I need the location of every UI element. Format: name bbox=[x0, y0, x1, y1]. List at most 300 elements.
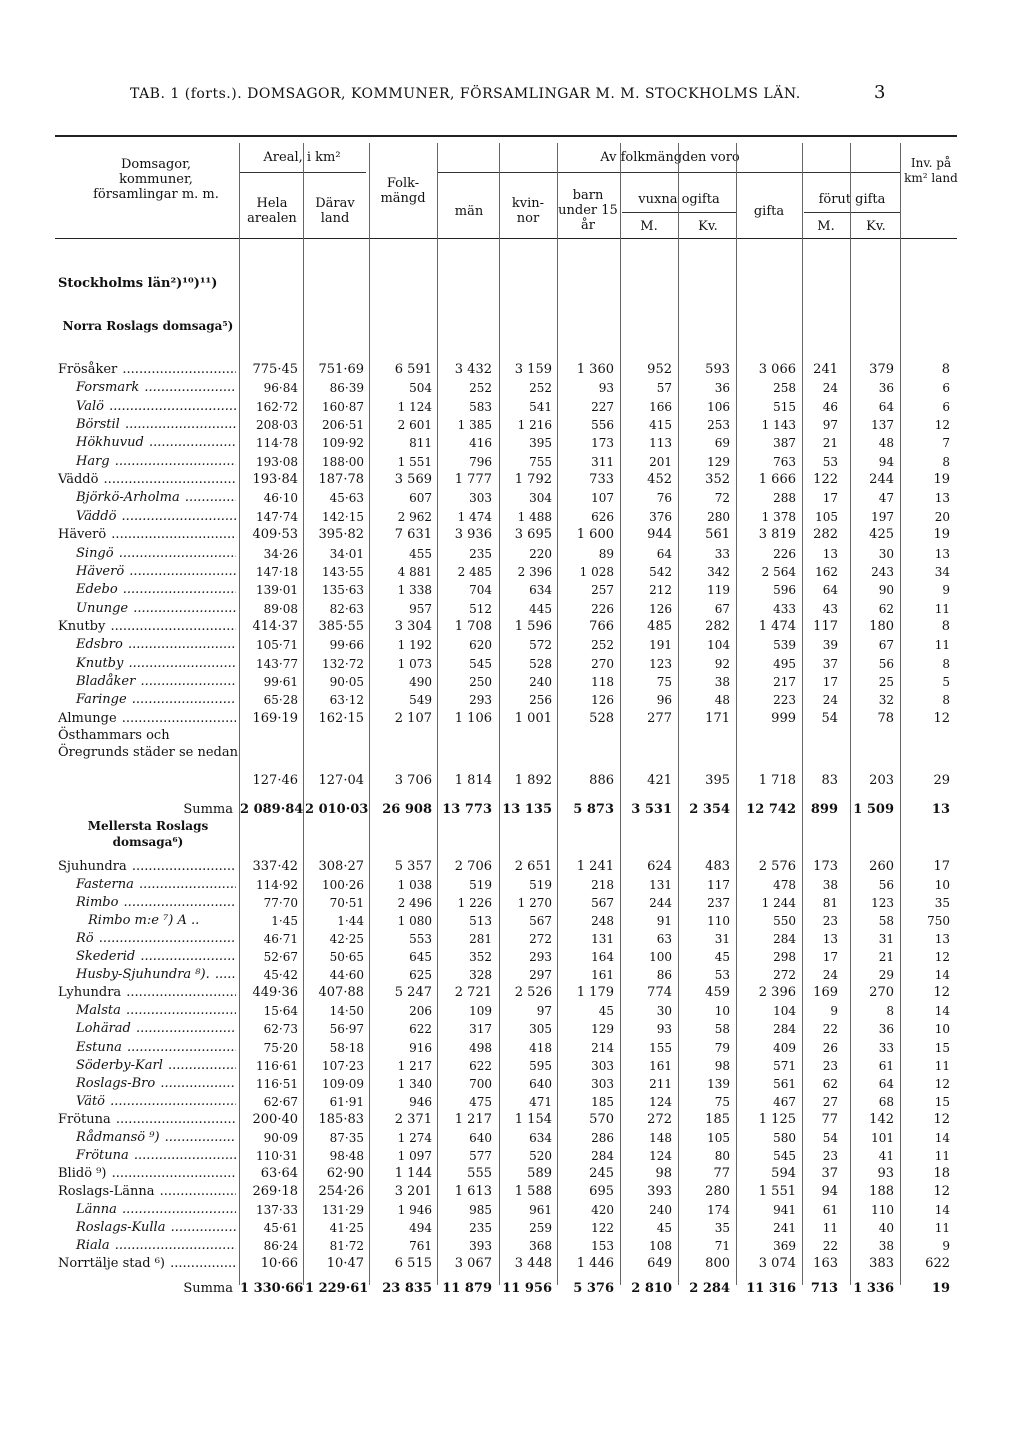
cell-value: 2 010·03 bbox=[305, 802, 369, 817]
cell-value: 114·78 bbox=[256, 436, 298, 451]
cell-value: 86·24 bbox=[263, 1239, 298, 1254]
cell-value: 109 bbox=[469, 1004, 492, 1019]
cell-value: 36 bbox=[878, 381, 894, 396]
cell-value: 337·42 bbox=[252, 859, 298, 874]
cell-value: 71 bbox=[714, 1239, 730, 1254]
cell-value: 185·83 bbox=[318, 1111, 364, 1127]
cell-value: 14 bbox=[934, 1202, 950, 1217]
cell-value: 43 bbox=[822, 601, 838, 616]
cell-value: 18 bbox=[933, 1165, 950, 1181]
cell-value: 1 073 bbox=[397, 656, 432, 671]
row-name-multiline: Östhammars och Öregrunds städer se nedan bbox=[58, 728, 238, 760]
cell-value: 11 956 bbox=[502, 1281, 552, 1297]
table-row bbox=[0, 1111, 1024, 1129]
cell-value: 62·73 bbox=[263, 1022, 298, 1037]
cell-value: 139 bbox=[707, 1076, 730, 1091]
cell-value: 106 bbox=[707, 399, 730, 414]
cell-value: 304 bbox=[529, 491, 552, 506]
row-name: Ununge ..... bbox=[58, 600, 236, 618]
cell-value: 10 bbox=[934, 1022, 950, 1037]
cell-value: 999 bbox=[771, 710, 796, 726]
cell-value: 305 bbox=[529, 1022, 552, 1037]
cell-value: 188 bbox=[869, 1183, 894, 1199]
cell-value: 379 bbox=[869, 362, 894, 377]
cell-value: 197 bbox=[871, 509, 894, 524]
cell-value: 94 bbox=[821, 1183, 838, 1199]
cell-value: 2 601 bbox=[397, 418, 432, 433]
cell-value: 561 bbox=[705, 527, 730, 543]
cell-value: 483 bbox=[705, 859, 730, 874]
cell-value: 123 bbox=[871, 896, 894, 911]
cell-value: 515 bbox=[773, 399, 796, 414]
forut-rule bbox=[804, 212, 900, 213]
cell-value: 624 bbox=[647, 859, 672, 874]
cell-value: 2 706 bbox=[454, 859, 492, 874]
cell-value: 8 bbox=[942, 656, 950, 671]
cell-value: 80 bbox=[714, 1148, 730, 1163]
cell-value: 123 bbox=[649, 656, 672, 671]
cell-value: 12 742 bbox=[746, 802, 796, 817]
cell-value: 64 bbox=[878, 399, 894, 414]
cell-value: 13 bbox=[934, 546, 950, 561]
group-title: Norra Roslags domsaga⁵) bbox=[62, 319, 234, 333]
cell-value: 645 bbox=[409, 950, 432, 965]
row-name: Skederid ..... bbox=[58, 948, 236, 966]
cell-value: 272 bbox=[529, 932, 552, 947]
cell-value: 92 bbox=[714, 656, 730, 671]
cell-value: 91 bbox=[656, 914, 672, 929]
cell-value: 98·48 bbox=[329, 1148, 364, 1163]
cell-value: 280 bbox=[707, 509, 730, 524]
cell-value: 2 089·84 bbox=[240, 802, 304, 817]
cell-value: 1 792 bbox=[514, 472, 552, 488]
cell-value: 48 bbox=[878, 436, 894, 451]
cell-value: 3 201 bbox=[394, 1183, 432, 1199]
cell-value: 1 217 bbox=[397, 1058, 432, 1073]
cell-value: 1 474 bbox=[457, 509, 492, 524]
cell-value: 459 bbox=[705, 985, 730, 1001]
cell-value: 640 bbox=[469, 1130, 492, 1145]
cell-value: 110·31 bbox=[256, 1148, 298, 1163]
cell-value: 445 bbox=[529, 601, 552, 616]
cell-value: 127·04 bbox=[318, 773, 364, 788]
cell-value: 1 080 bbox=[397, 914, 432, 929]
cell-value: 64 bbox=[878, 1076, 894, 1091]
cell-value: 256 bbox=[529, 693, 552, 708]
cell-value: 98 bbox=[714, 1058, 730, 1073]
cell-value: 393 bbox=[469, 1239, 492, 1254]
row-name: Norrtälje stad ⁶) ..... bbox=[58, 1255, 236, 1273]
cell-value: 640 bbox=[529, 1076, 552, 1091]
cell-value: 45 bbox=[598, 1004, 614, 1019]
cell-value: 1 038 bbox=[397, 878, 432, 893]
row-name: Almunge ..... bbox=[58, 710, 236, 728]
cell-value: 286 bbox=[591, 1130, 614, 1145]
cell-value: 961 bbox=[529, 1202, 552, 1217]
cell-value: 13 bbox=[822, 932, 838, 947]
cell-value: 24 bbox=[822, 381, 838, 396]
table-row bbox=[0, 1255, 1024, 1273]
cell-value: 607 bbox=[409, 491, 432, 506]
cell-value: 34·01 bbox=[329, 546, 364, 561]
cell-value: 173 bbox=[591, 436, 614, 451]
cell-value: 595 bbox=[529, 1058, 552, 1073]
cell-value: 985 bbox=[469, 1202, 492, 1217]
cell-value: 545 bbox=[469, 656, 492, 671]
cell-value: 110 bbox=[707, 914, 730, 929]
cell-value: 25 bbox=[878, 674, 894, 689]
table-row bbox=[0, 948, 1024, 966]
cell-value: 2 485 bbox=[457, 564, 492, 579]
row-name: Bladåker ..... bbox=[58, 673, 236, 691]
cell-value: 944 bbox=[647, 527, 672, 543]
table-row bbox=[0, 930, 1024, 948]
cell-value: 241 bbox=[773, 1221, 796, 1235]
col-header-vuxna-kv: Kv. bbox=[698, 219, 718, 234]
cell-value: 63 bbox=[656, 932, 672, 947]
cell-value: 634 bbox=[529, 1130, 552, 1145]
cell-value: 369 bbox=[773, 1239, 796, 1254]
cell-value: 155 bbox=[649, 1040, 672, 1055]
cell-value: 1 946 bbox=[397, 1202, 432, 1217]
cell-value: 61·91 bbox=[329, 1094, 364, 1109]
cell-value: 303 bbox=[591, 1058, 614, 1073]
cell-value: 1 596 bbox=[514, 618, 552, 634]
cell-value: 1 330·66 bbox=[240, 1281, 304, 1297]
cell-value: 297 bbox=[529, 968, 552, 983]
cell-value: 235 bbox=[469, 546, 492, 561]
cell-value: 3 074 bbox=[758, 1256, 796, 1272]
cell-value: 941 bbox=[773, 1202, 796, 1217]
cell-value: 117 bbox=[813, 618, 838, 634]
cell-value: 99·66 bbox=[329, 638, 364, 653]
cell-value: 570 bbox=[589, 1111, 614, 1127]
cell-value: 52·67 bbox=[263, 950, 298, 965]
cell-value: 10·47 bbox=[326, 1256, 364, 1272]
row-name: Riala ..... bbox=[58, 1237, 236, 1255]
table-row bbox=[0, 526, 1024, 544]
cell-value: 284 bbox=[773, 1022, 796, 1037]
cell-value: 62·67 bbox=[263, 1094, 298, 1109]
cell-value: 147·74 bbox=[256, 509, 298, 524]
cell-value: 284 bbox=[773, 932, 796, 947]
cell-value: 89·08 bbox=[263, 601, 298, 616]
cell-value: 281 bbox=[469, 932, 492, 947]
cell-value: 1 666 bbox=[758, 472, 796, 488]
cell-value: 2 564 bbox=[761, 564, 796, 579]
cell-value: 1 124 bbox=[397, 399, 432, 414]
cell-value: 143·77 bbox=[256, 656, 298, 671]
cell-value: 162·15 bbox=[318, 710, 364, 726]
cell-value: 226 bbox=[773, 546, 796, 561]
table-row bbox=[0, 966, 1024, 984]
cell-value: 519 bbox=[469, 878, 492, 893]
cell-value: 240 bbox=[529, 674, 552, 689]
cell-value: 14 bbox=[934, 1130, 950, 1145]
cell-value: 293 bbox=[529, 950, 552, 965]
cell-value: 6 bbox=[942, 399, 950, 414]
cell-value: 23 bbox=[822, 1058, 838, 1073]
cell-value: 148 bbox=[649, 1130, 672, 1145]
header-bottom-rule bbox=[55, 238, 957, 239]
cell-value: 352 bbox=[705, 472, 730, 488]
cell-value: 259 bbox=[529, 1221, 552, 1235]
cell-value: 5 247 bbox=[394, 985, 432, 1001]
cell-value: 1 360 bbox=[576, 362, 614, 377]
cell-value: 139·01 bbox=[256, 583, 298, 598]
cell-value: 528 bbox=[529, 656, 552, 671]
cell-value: 70·51 bbox=[329, 896, 364, 911]
cell-value: 37 bbox=[821, 1165, 838, 1181]
cell-value: 105 bbox=[815, 509, 838, 524]
cell-value: 29 bbox=[878, 968, 894, 983]
cell-value: 12 bbox=[933, 1111, 950, 1127]
cell-value: 9 bbox=[942, 1239, 950, 1254]
cell-value: 946 bbox=[409, 1094, 432, 1109]
cell-value: 15 bbox=[934, 1094, 950, 1109]
cell-value: 2 651 bbox=[514, 859, 552, 874]
cell-value: 107 bbox=[591, 491, 614, 506]
cell-value: 23 bbox=[822, 1148, 838, 1163]
cell-value: 206 bbox=[409, 1004, 432, 1019]
row-name: Hökhuvud ..... bbox=[58, 434, 236, 452]
cell-value: 3 067 bbox=[454, 1256, 492, 1272]
table-row bbox=[0, 508, 1024, 526]
cell-value: 93 bbox=[598, 381, 614, 396]
cell-value: 475 bbox=[469, 1094, 492, 1109]
cell-value: 135·63 bbox=[322, 583, 364, 598]
cell-value: 528 bbox=[589, 710, 614, 726]
row-name: Lohärad ..... bbox=[58, 1020, 236, 1038]
cell-value: 303 bbox=[469, 491, 492, 506]
row-name: Edsbro ..... bbox=[58, 636, 236, 654]
cell-value: 1 097 bbox=[397, 1148, 432, 1163]
cell-value: 8 bbox=[942, 454, 950, 469]
cell-value: 44·60 bbox=[329, 968, 364, 983]
cell-value: 328 bbox=[469, 968, 492, 983]
cell-value: 418 bbox=[529, 1040, 552, 1055]
cell-value: 288 bbox=[773, 491, 796, 506]
cell-value: 35 bbox=[714, 1221, 730, 1235]
table-row bbox=[0, 912, 1024, 930]
cell-value: 45 bbox=[656, 1221, 672, 1235]
cell-value: 383 bbox=[869, 1256, 894, 1272]
table-row bbox=[0, 1147, 1024, 1165]
cell-value: 38 bbox=[878, 1239, 894, 1254]
row-name: Malsta ..... bbox=[58, 1002, 236, 1020]
cell-value: 755 bbox=[529, 454, 552, 469]
cell-value: 169·19 bbox=[252, 710, 298, 726]
cell-value: 13 bbox=[931, 802, 950, 817]
row-name: Fasterna ..... bbox=[58, 876, 236, 894]
cell-value: 3 432 bbox=[454, 362, 492, 377]
col-header-folk: Folk- mängd bbox=[380, 176, 426, 206]
cell-value: 3 448 bbox=[514, 1256, 552, 1272]
cell-value: 90·05 bbox=[329, 674, 364, 689]
cell-value: 352 bbox=[469, 950, 492, 965]
cell-value: 1 001 bbox=[514, 710, 552, 726]
table-row bbox=[0, 600, 1024, 618]
cell-value: 550 bbox=[773, 914, 796, 929]
cell-value: 751·69 bbox=[318, 362, 364, 377]
cell-value: 14 bbox=[934, 1004, 950, 1019]
cell-value: 101 bbox=[871, 1130, 894, 1145]
cell-value: 556 bbox=[591, 418, 614, 433]
cell-value: 104 bbox=[707, 638, 730, 653]
cell-value: 67 bbox=[714, 601, 730, 616]
cell-value: 916 bbox=[409, 1040, 432, 1055]
cell-value: 56·97 bbox=[329, 1022, 364, 1037]
cell-value: 223 bbox=[773, 693, 796, 708]
cell-value: 252 bbox=[469, 381, 492, 396]
cell-value: 208·03 bbox=[256, 418, 298, 433]
cell-value: 11 316 bbox=[746, 1281, 796, 1297]
cell-value: 1 270 bbox=[517, 896, 552, 911]
cell-value: 174 bbox=[707, 1202, 730, 1217]
cell-value: 109·09 bbox=[322, 1076, 364, 1091]
cell-value: 572 bbox=[529, 638, 552, 653]
cell-value: 34 bbox=[934, 564, 950, 579]
cell-value: 164 bbox=[591, 950, 614, 965]
cell-value: 811 bbox=[409, 436, 432, 451]
cell-value: 19 bbox=[933, 527, 950, 543]
cell-value: 774 bbox=[647, 985, 672, 1001]
cell-value: 395·82 bbox=[318, 527, 364, 543]
cell-value: 1 217 bbox=[454, 1111, 492, 1127]
cell-value: 1 446 bbox=[576, 1256, 614, 1272]
cell-value: 160·87 bbox=[322, 399, 364, 414]
cell-value: 90·09 bbox=[263, 1130, 298, 1145]
cell-value: 2 810 bbox=[631, 1281, 672, 1297]
cell-value: 62 bbox=[878, 601, 894, 616]
table-row bbox=[0, 1002, 1024, 1020]
cell-value: 1·44 bbox=[337, 914, 364, 929]
cell-value: 211 bbox=[649, 1076, 672, 1091]
cell-value: 83 bbox=[821, 773, 838, 788]
cell-value: 1 125 bbox=[758, 1111, 796, 1127]
cell-value: 3 695 bbox=[514, 527, 552, 543]
cell-value: 237 bbox=[707, 896, 730, 911]
cell-value: 258 bbox=[773, 381, 796, 396]
cell-value: 1 551 bbox=[758, 1183, 796, 1199]
cell-value: 695 bbox=[589, 1183, 614, 1199]
cell-value: 504 bbox=[409, 381, 432, 396]
cell-value: 162 bbox=[815, 564, 838, 579]
row-name: Singö ..... bbox=[58, 545, 236, 563]
col-header-darav: Därav land bbox=[315, 196, 355, 226]
cell-value: 561 bbox=[773, 1076, 796, 1091]
row-name: Frösåker ..... bbox=[58, 361, 236, 379]
cell-value: 217 bbox=[773, 674, 796, 689]
cell-value: 105 bbox=[707, 1130, 730, 1145]
cell-value: 226 bbox=[591, 601, 614, 616]
cell-value: 109·92 bbox=[322, 436, 364, 451]
cell-value: 3 569 bbox=[394, 472, 432, 488]
cell-value: 46·71 bbox=[263, 932, 298, 947]
group-title: Mellersta Roslags domsaga⁶) bbox=[87, 819, 209, 849]
cell-value: 3 706 bbox=[394, 773, 432, 788]
cell-value: 129 bbox=[591, 1022, 614, 1037]
cell-value: 32 bbox=[878, 693, 894, 708]
cell-value: 81·72 bbox=[329, 1239, 364, 1254]
cell-value: 54 bbox=[822, 1130, 838, 1145]
row-name: Häverö ..... bbox=[58, 526, 236, 544]
cell-value: 12 bbox=[933, 985, 950, 1001]
cell-value: 38 bbox=[822, 878, 838, 893]
cell-value: 26 bbox=[822, 1040, 838, 1055]
table-row bbox=[0, 636, 1024, 654]
cell-value: 284 bbox=[591, 1148, 614, 1163]
cell-value: 3 066 bbox=[758, 362, 796, 377]
cell-value: 490 bbox=[409, 674, 432, 689]
table-row bbox=[0, 1183, 1024, 1201]
cell-value: 119 bbox=[707, 583, 730, 598]
cell-value: 3 531 bbox=[631, 802, 672, 817]
cell-value: 5 873 bbox=[573, 802, 614, 817]
cell-value: 77·70 bbox=[263, 896, 298, 911]
cell-value: 282 bbox=[705, 618, 730, 634]
cell-value: 86 bbox=[656, 968, 672, 983]
cell-value: 1 378 bbox=[761, 509, 796, 524]
cell-value: 393 bbox=[647, 1183, 672, 1199]
table-row bbox=[0, 772, 1024, 790]
cell-value: 65·28 bbox=[263, 693, 298, 708]
table-row bbox=[0, 489, 1024, 507]
cell-value: 50·65 bbox=[329, 950, 364, 965]
cell-value: 248 bbox=[591, 914, 614, 929]
cell-value: 89 bbox=[598, 546, 614, 561]
cell-value: 40 bbox=[878, 1221, 894, 1235]
table-row bbox=[0, 618, 1024, 636]
row-name: Sjuhundra ..... bbox=[58, 858, 236, 876]
table-row bbox=[0, 453, 1024, 471]
cell-value: 220 bbox=[529, 546, 552, 561]
cell-value: 46·10 bbox=[263, 491, 298, 506]
cell-value: 45·61 bbox=[263, 1221, 298, 1235]
cell-value: 775·45 bbox=[252, 362, 298, 377]
cell-value: 253 bbox=[707, 418, 730, 433]
cell-value: 19 bbox=[931, 1281, 950, 1297]
cell-value: 64 bbox=[656, 546, 672, 561]
cell-value: 1 192 bbox=[397, 638, 432, 653]
row-name: Forsmark ..... bbox=[58, 379, 236, 397]
row-name: Väddö ..... bbox=[58, 508, 236, 526]
cell-value: 30 bbox=[656, 1004, 672, 1019]
cell-value: 94 bbox=[878, 454, 894, 469]
row-name: Björkö-Arholma ..... bbox=[58, 489, 236, 507]
cell-value: 104 bbox=[773, 1004, 796, 1019]
cell-value: 56 bbox=[878, 878, 894, 893]
row-name: Knutby ..... bbox=[58, 655, 236, 673]
cell-value: 580 bbox=[773, 1130, 796, 1145]
col-header-name: Domsagor, kommuner, församlingar m. m. bbox=[93, 157, 219, 202]
cell-value: 36 bbox=[714, 381, 730, 396]
cell-value: 241 bbox=[813, 362, 838, 377]
table-row bbox=[0, 379, 1024, 397]
cell-value: 409·53 bbox=[252, 527, 298, 543]
cell-value: 317 bbox=[469, 1022, 492, 1037]
cell-value: 22 bbox=[822, 1239, 838, 1254]
cell-value: 61 bbox=[878, 1058, 894, 1073]
cell-value: 15·64 bbox=[263, 1004, 298, 1019]
cell-value: 29 bbox=[933, 773, 950, 788]
cell-value: 3 936 bbox=[454, 527, 492, 543]
col-header-forut-kv: Kv. bbox=[866, 219, 886, 234]
cell-value: 153 bbox=[591, 1239, 614, 1254]
cell-value: 555 bbox=[467, 1165, 492, 1181]
cell-value: 577 bbox=[469, 1148, 492, 1163]
cell-value: 1 229·61 bbox=[305, 1281, 369, 1297]
